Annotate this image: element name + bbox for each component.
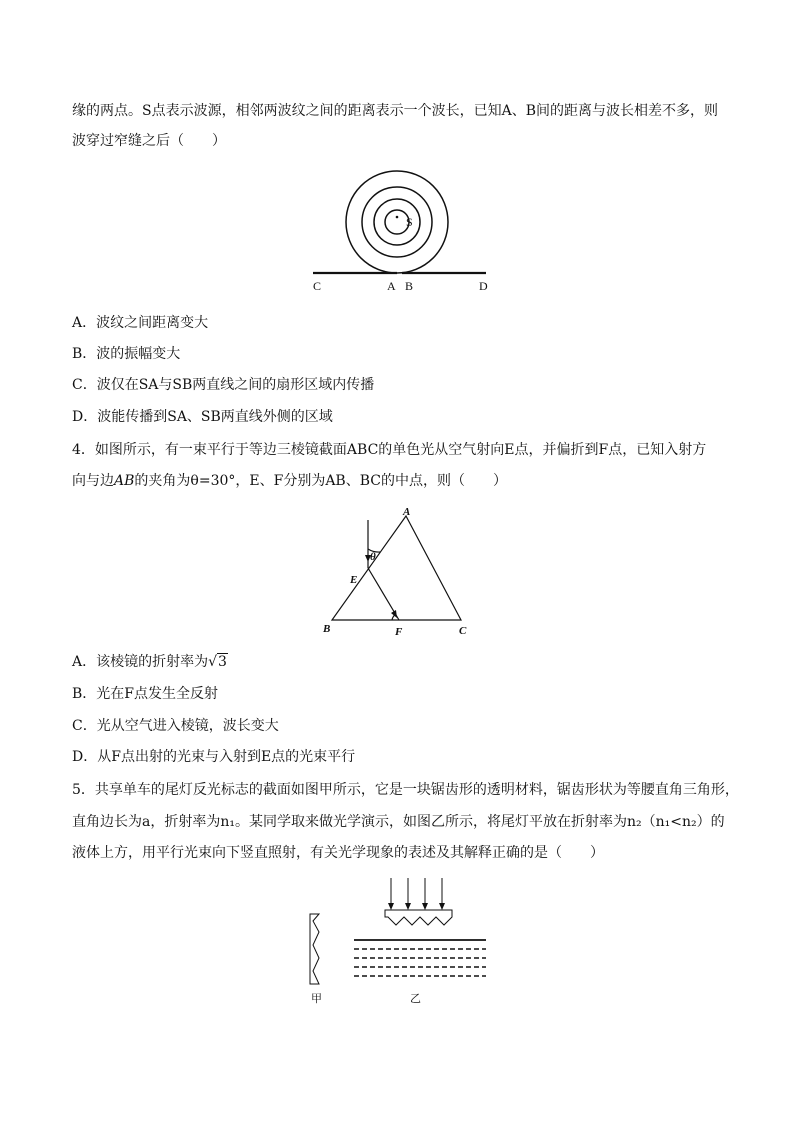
label-yi: 乙 <box>410 992 421 1005</box>
label-c: C <box>459 625 467 637</box>
label-b: B <box>323 623 331 635</box>
arrowhead-4 <box>439 903 445 910</box>
q5-stem-line-2: 直角边长为a，折射率为n₁。某同学取来做光学演示，如图乙所示，将尾灯平放在折射率为n₂（n₁<n₂）的 <box>72 814 725 830</box>
label-jia: 甲 <box>311 992 322 1005</box>
q3-option-b: B．波的振幅变大 <box>72 346 181 362</box>
q3-stem-line-2: 波穿过窄缝之后（ ） <box>72 133 226 149</box>
liquid-body <box>354 949 486 976</box>
q5-stem-line-1: 5．共享单车的尾灯反光标志的截面如图甲所示，它是一块锯齿形的透明材料，锯齿形状为等腰直角三角形， <box>72 782 739 798</box>
q4-stem-line-1: 4．如图所示，有一束平行于等边三棱镜截面ABC的单色光从空气射向E点，并偏折到F点，已知入射方 <box>72 442 707 458</box>
q4-option-c: C．光从空气进入棱镜，波长变大 <box>72 718 279 734</box>
q4-option-d: D．从F点出射的光束与入射到E点的光束平行 <box>72 749 356 765</box>
q5-taillight-figure <box>298 872 498 1008</box>
wave-source-dot <box>396 216 399 219</box>
q4-prism-figure <box>320 503 480 643</box>
q3-wave-figure <box>305 170 505 295</box>
label-f: F <box>395 626 403 638</box>
wave-circle-2 <box>374 199 420 245</box>
q4-stem-line-2: 向与边AB的夹角为θ=30°，E、F分别为AB、BC的中点，则（ ） <box>72 473 507 489</box>
sqrt-expression: √3 <box>208 654 227 670</box>
wave-circle-3 <box>362 187 432 257</box>
q3-option-c: C．波仅在SA与SB两直线之间的扇形区域内传播 <box>72 377 375 393</box>
refracted-arrowhead <box>391 610 397 618</box>
q3-option-a: A．波纹之间距离变大 <box>72 315 209 331</box>
label-b: B <box>405 279 414 293</box>
label-a: A <box>403 506 411 518</box>
jia-sawtooth-reflector <box>310 914 319 984</box>
label-s: S <box>406 215 413 229</box>
yi-sawtooth-reflector <box>385 910 452 925</box>
arrowhead-1 <box>388 903 394 910</box>
arrowhead-2 <box>405 903 411 910</box>
arrowhead-3 <box>422 903 428 910</box>
q4-option-b: B．光在F点发生全反射 <box>72 686 219 702</box>
q3-stem-line-1: 缘的两点。S点表示波源，相邻两波纹之间的距离表示一个波长，已知A、B间的距离与波长相差不多，则 <box>72 103 718 119</box>
q3-option-d: D．波能传播到SA、SB两直线外侧的区域 <box>72 409 333 425</box>
label-d: D <box>479 279 488 293</box>
q5-stem-line-3: 液体上方，用平行光束向下竖直照射，有关光学现象的表述及其解释正确的是（ ） <box>72 845 604 861</box>
label-theta: θ <box>370 551 376 563</box>
q4-option-a: A．该棱镜的折射率为√3 <box>72 654 227 670</box>
label-e: E <box>350 574 358 586</box>
label-a: A <box>387 279 396 293</box>
label-c: C <box>313 279 322 293</box>
prism-triangle <box>332 516 461 620</box>
